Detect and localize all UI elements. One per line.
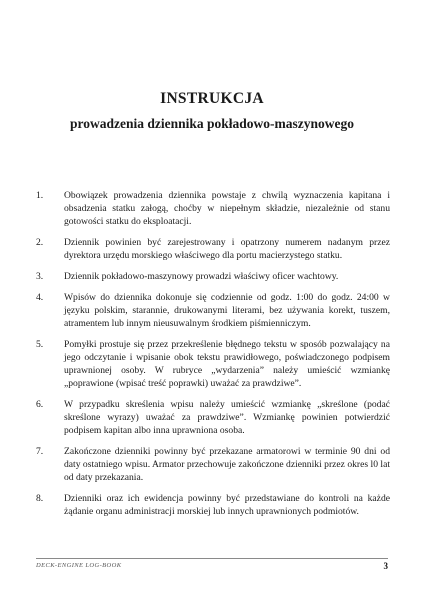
list-item bbox=[36, 189, 390, 228]
item-text: Zakończone dzienniki powinny być przekazane armatorowi w terminie 90 dni od daty ostatniego wpisu. Armator przechowuje zakończone dzienniki przez okres l0 lat od daty przekazania. bbox=[64, 446, 390, 483]
item-text: Dziennik powinien być zarejestrowany i opatrzony numerem nadanym przez dyrektora urzędu morskiego właściwego dla portu macierzystego statku. bbox=[64, 237, 390, 261]
item-text: Dzienniki oraz ich ewidencja powinny być przedstawiane do kontroli na każde żądanie organu administracji morskiej lub innych uprawnionych podmiotów. bbox=[64, 493, 390, 517]
list-item bbox=[36, 270, 390, 283]
list-item bbox=[36, 492, 390, 518]
instruction-list bbox=[36, 189, 390, 526]
footer-running-title: DECK-ENGINE LOG-BOOK bbox=[36, 562, 122, 569]
item-text: W przypadku skreślenia wpisu należy umieścić wzmiankę „skreślone (podać skreślone wyrazy) uważać za prawdziwe”. Wzmiankę powinien potwierdzić podpisem kapitan albo inna uprawniona osoba. bbox=[64, 399, 390, 436]
item-number: 4. bbox=[36, 292, 44, 303]
item-text: Obowiązek prowadzenia dziennika powstaje z chwilą wyznaczenia kapitana i obsadzenia statku załogą, choćby w niepełnym składzie, niezależnie od stanu gotowości statku do eksploatacji. bbox=[64, 190, 390, 227]
list-item bbox=[36, 445, 390, 484]
document-title: INSTRUKCJA bbox=[160, 90, 264, 107]
item-number: 8. bbox=[36, 493, 44, 504]
list-item bbox=[36, 236, 390, 262]
list-item bbox=[36, 291, 390, 330]
footer-divider bbox=[36, 558, 388, 559]
list-item bbox=[36, 338, 390, 390]
item-text: Pomyłki prostuje się przez przekreślenie błędnego tekstu w sposób pozwalający na jego odczytanie i wpisanie obok tekstu prawidłowego, poświadczonego podpisem uprawnionej osoby. W rubryce „wydarzenia” należy umieścić wzmiankę „poprawione (wpisać treść poprawki) uważać za prawdziwe”. bbox=[64, 339, 390, 389]
list-item bbox=[36, 398, 390, 437]
item-number: 6. bbox=[36, 399, 44, 410]
item-number: 1. bbox=[36, 190, 44, 201]
item-number: 2. bbox=[36, 237, 44, 248]
item-text: Wpisów do dziennika dokonuje się codziennie od godz. 1:00 do godz. 24:00 w języku polskim, starannie, drukowanymi literami, bez używania korekt, tuszem, atramentem lub innym nieusuwalnym środkiem piśmienniczym. bbox=[64, 292, 390, 329]
page-number: 3 bbox=[383, 561, 388, 571]
item-number: 3. bbox=[36, 271, 44, 282]
item-number: 7. bbox=[36, 446, 44, 457]
item-text: Dziennik pokładowo-maszynowy prowadzi właściwy oficer wachtowy. bbox=[64, 271, 339, 282]
item-number: 5. bbox=[36, 339, 44, 350]
document-subtitle: prowadzenia dziennika pokładowo-maszynowego bbox=[69, 116, 355, 131]
